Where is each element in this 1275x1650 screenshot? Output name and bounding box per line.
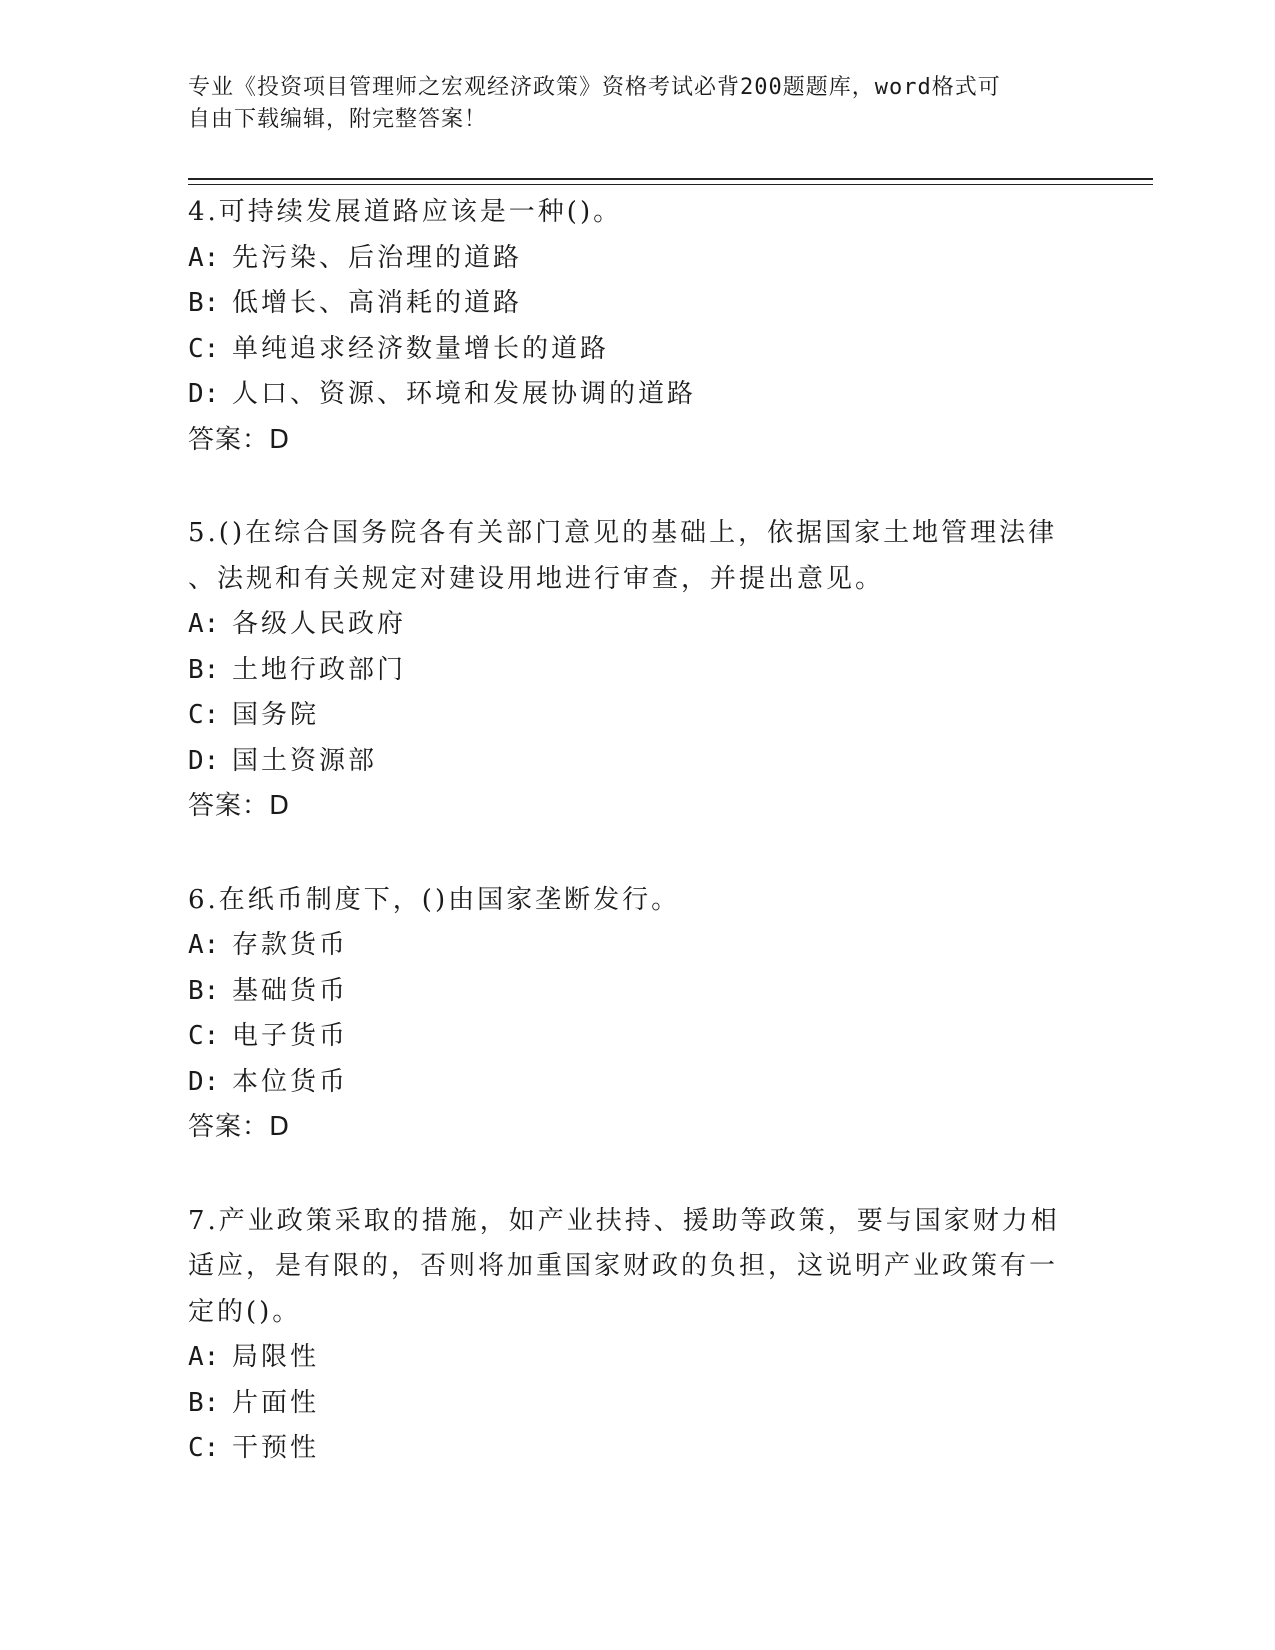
option-d bbox=[188, 739, 1088, 785]
question-stem-continued: 定的()。 bbox=[188, 1296, 302, 1327]
option-letter: C: bbox=[188, 700, 220, 730]
option-text: 电子货币 bbox=[232, 1021, 349, 1051]
option-letter: A: bbox=[188, 242, 220, 273]
question-4 bbox=[188, 190, 1088, 463]
option-b bbox=[188, 648, 1088, 694]
header-line-1: 专业《投资项目管理师之宏观经济政策》资格考试必背200题题库，word格式可 bbox=[188, 75, 1001, 100]
option-letter: B: bbox=[188, 1387, 220, 1418]
option-letter: D: bbox=[188, 379, 220, 409]
option-b bbox=[188, 1381, 1088, 1427]
answer-line: 答案：D bbox=[188, 791, 291, 821]
question-7 bbox=[188, 1199, 1088, 1472]
option-letter: C: bbox=[188, 1021, 220, 1051]
option-c bbox=[188, 693, 1088, 739]
option-d bbox=[188, 1060, 1088, 1106]
option-text: 本位货币 bbox=[232, 1066, 349, 1097]
option-text: 片面性 bbox=[232, 1387, 320, 1418]
option-c bbox=[188, 1014, 1088, 1060]
option-a bbox=[188, 923, 1088, 969]
question-stem-continued: 适应，是有限的，否则将加重国家财政的负担，这说明产业政策有一 bbox=[188, 1251, 1059, 1281]
answer-line: 答案：D bbox=[188, 1112, 291, 1142]
option-b bbox=[188, 969, 1088, 1015]
option-text: 国务院 bbox=[232, 700, 320, 730]
option-letter: B: bbox=[188, 975, 220, 1006]
option-text: 干预性 bbox=[232, 1433, 320, 1463]
option-letter: D: bbox=[188, 745, 220, 776]
question-6 bbox=[188, 878, 1088, 1151]
option-letter: C: bbox=[188, 333, 220, 364]
option-text: 各级人民政府 bbox=[232, 609, 407, 639]
header-divider bbox=[188, 178, 1153, 185]
question-stem: 5.()在综合国务院各有关部门意见的基础上，依据国家土地管理法律 bbox=[188, 518, 1058, 548]
question-stem: 6.在纸币制度下，()由国家垄断发行。 bbox=[188, 884, 681, 915]
option-text: 基础货币 bbox=[232, 975, 349, 1006]
option-letter: B: bbox=[188, 288, 220, 318]
option-d bbox=[188, 372, 1088, 418]
option-a bbox=[188, 1335, 1088, 1381]
question-stem-continued: 、法规和有关规定对建设用地进行审查，并提出意见。 bbox=[188, 563, 885, 594]
answer-line: 答案：D bbox=[188, 424, 291, 455]
option-letter: C: bbox=[188, 1433, 220, 1463]
option-c bbox=[188, 1426, 1088, 1472]
question-stem: 7.产业政策采取的措施，如产业扶持、援助等政策，要与国家财力相 bbox=[188, 1205, 1060, 1236]
question-5 bbox=[188, 511, 1088, 830]
option-text: 局限性 bbox=[232, 1342, 320, 1372]
option-text: 低增长、高消耗的道路 bbox=[232, 288, 523, 318]
option-text: 国土资源部 bbox=[232, 745, 378, 776]
option-letter: A: bbox=[188, 609, 220, 639]
option-c bbox=[188, 327, 1088, 373]
question-list bbox=[188, 190, 1088, 1520]
option-text: 土地行政部门 bbox=[232, 654, 407, 685]
option-letter: B: bbox=[188, 654, 220, 685]
header-line-2: 自由下载编辑，附完整答案！ bbox=[188, 107, 488, 132]
option-b bbox=[188, 281, 1088, 327]
option-text: 先污染、后治理的道路 bbox=[232, 242, 523, 273]
option-text: 单纯追求经济数量增长的道路 bbox=[232, 333, 610, 364]
question-stem: 4.可持续发展道路应该是一种()。 bbox=[188, 197, 623, 227]
option-letter: A: bbox=[188, 930, 220, 960]
option-text: 存款货币 bbox=[232, 930, 349, 960]
option-text: 人口、资源、环境和发展协调的道路 bbox=[232, 379, 697, 409]
option-a bbox=[188, 602, 1088, 648]
document-header bbox=[188, 72, 1068, 136]
option-a bbox=[188, 236, 1088, 282]
option-letter: D: bbox=[188, 1066, 220, 1097]
option-letter: A: bbox=[188, 1342, 220, 1372]
